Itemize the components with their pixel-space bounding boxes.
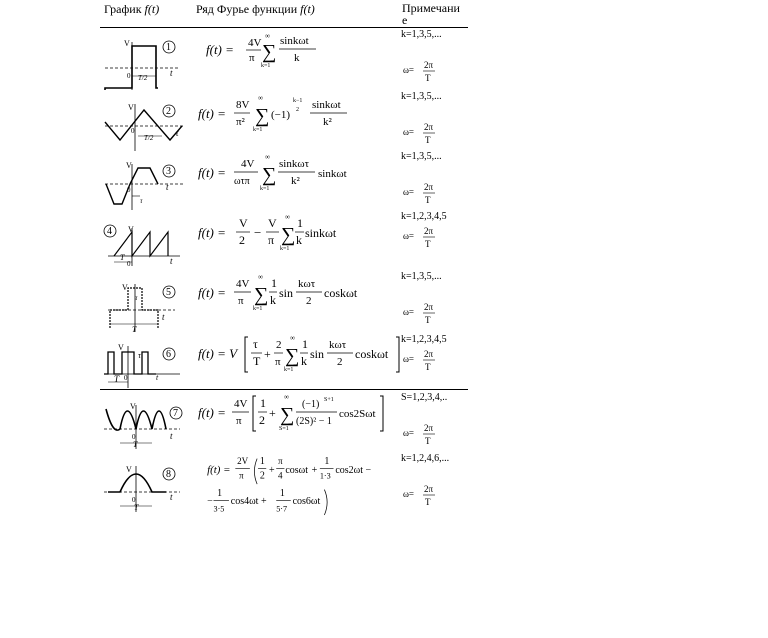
row-number: 5 (166, 287, 171, 298)
svg-text:sinkωt: sinkωt (312, 99, 341, 111)
svg-text:2π: 2π (424, 423, 434, 433)
header-graph: График f(t) (104, 2, 160, 16)
graph-bipolar-pulse (100, 280, 195, 340)
formula-5 (196, 273, 401, 333)
row-number: 1 (166, 42, 171, 53)
svg-text:(−1): (−1) (271, 109, 291, 121)
svg-text:ωτπ: ωτπ (234, 176, 250, 187)
svg-text:T: T (132, 325, 137, 334)
svg-text:k²: k² (291, 175, 300, 187)
svg-text:0: 0 (132, 433, 136, 441)
svg-text:k=1: k=1 (253, 127, 263, 133)
svg-text:T: T (133, 440, 138, 449)
svg-text:cosωt: cosωt (285, 465, 309, 477)
svg-text:2π: 2π (424, 226, 434, 236)
header-notes: Примечани е (402, 1, 460, 27)
svg-text:2V: 2V (237, 456, 249, 467)
svg-text:t: t (170, 492, 173, 502)
svg-text:∞: ∞ (265, 32, 270, 40)
svg-text:1: 1 (297, 216, 303, 230)
graph-half-wave-rectified (100, 458, 195, 518)
svg-text:∑: ∑ (255, 105, 270, 127)
svg-text:ω=: ω= (403, 354, 414, 364)
svg-text:(2S)² − 1: (2S)² − 1 (296, 416, 332, 427)
svg-text:t: t (176, 128, 179, 138)
svg-text:π: π (249, 52, 255, 64)
svg-text:f(t) =: f(t) = (206, 42, 234, 57)
svg-text:+: + (268, 465, 275, 477)
svg-text:V: V (239, 216, 248, 230)
svg-text:f(t) =: f(t) = (198, 106, 226, 121)
svg-text:∑: ∑ (280, 404, 295, 426)
svg-text:∑: ∑ (281, 224, 296, 246)
svg-text:2: 2 (296, 107, 299, 113)
svg-text:ω=: ω= (403, 489, 414, 499)
svg-text:∑: ∑ (285, 345, 300, 367)
svg-text:π: π (278, 456, 283, 467)
svg-text:cos4ωt +: cos4ωt + (230, 496, 267, 508)
svg-text:+: + (269, 406, 276, 420)
label-t: t (170, 68, 173, 78)
svg-text:V: V (126, 161, 132, 170)
note-row-8: k=1,2,4,6,... ω= 2π T (401, 453, 450, 507)
svg-text:−: − (254, 225, 262, 240)
svg-text:∞: ∞ (265, 153, 270, 161)
svg-text:T: T (425, 135, 431, 145)
svg-text:π: π (238, 470, 244, 481)
svg-text:8V: 8V (236, 99, 250, 111)
svg-text:sinkωτ: sinkωτ (279, 158, 309, 170)
svg-text:4V: 4V (248, 37, 262, 49)
svg-text:V: V (128, 103, 134, 112)
svg-text:k−1: k−1 (293, 98, 303, 104)
row-number: 6 (166, 349, 171, 360)
svg-text:T: T (425, 436, 431, 446)
svg-text:π: π (275, 356, 281, 368)
svg-text:k: k (296, 233, 302, 247)
svg-text:∞: ∞ (284, 393, 289, 401)
svg-text:∑: ∑ (262, 164, 277, 186)
svg-text:t: t (166, 182, 169, 192)
svg-text:0: 0 (132, 496, 136, 504)
svg-text:π²: π² (236, 116, 245, 128)
svg-text:+: + (264, 347, 271, 361)
svg-text:1: 1 (279, 487, 285, 499)
svg-text:π: π (238, 295, 244, 307)
svg-text:∞: ∞ (258, 273, 263, 281)
svg-text:t: t (170, 431, 173, 441)
svg-text:2π: 2π (424, 484, 434, 494)
svg-text:cos2ωt −: cos2ωt − (335, 465, 372, 477)
svg-text:ω=: ω= (403, 307, 414, 317)
svg-text:T: T (120, 253, 125, 262)
svg-text:1: 1 (271, 276, 277, 290)
svg-text:1: 1 (260, 396, 266, 410)
svg-text:S=1: S=1 (279, 426, 289, 432)
svg-text:0: 0 (127, 186, 131, 194)
svg-text:0: 0 (131, 127, 135, 135)
svg-text:T: T (425, 195, 431, 205)
svg-text:0: 0 (127, 260, 131, 268)
svg-text:4V: 4V (234, 398, 248, 410)
svg-text:sin: sin (310, 347, 325, 361)
svg-text:k=1: k=1 (284, 367, 294, 373)
svg-text:∞: ∞ (258, 94, 263, 102)
svg-text:4V: 4V (236, 278, 250, 290)
note-row-6: k=1,2,3,4,5 ω= 2π T (401, 334, 447, 372)
svg-text:T: T (425, 497, 431, 507)
svg-text:T: T (114, 374, 120, 384)
svg-text:∑: ∑ (254, 284, 269, 306)
svg-text:k: k (270, 293, 276, 307)
svg-text:τ: τ (135, 294, 138, 302)
svg-text:sin: sin (279, 286, 294, 300)
svg-text:t: t (156, 373, 159, 382)
svg-text:V: V (130, 402, 136, 411)
row-number: 2 (166, 106, 171, 117)
formula-1 (196, 30, 401, 90)
svg-text:T: T (425, 73, 431, 83)
graph-trapezoid-wave (100, 158, 195, 218)
formula-6 (196, 334, 401, 394)
svg-text:k=1: k=1 (253, 306, 263, 312)
svg-text:V: V (126, 465, 132, 474)
svg-text:kωτ: kωτ (298, 278, 316, 290)
graph-pulse-train (100, 340, 195, 400)
svg-text:t: t (162, 312, 165, 322)
svg-text:coskωt: coskωt (324, 286, 358, 300)
svg-text:4V: 4V (241, 158, 255, 170)
row-number: 7 (173, 408, 178, 419)
svg-text:ω=: ω= (403, 65, 414, 75)
svg-text:2: 2 (259, 470, 265, 482)
svg-text:T: T (425, 239, 431, 249)
svg-text:−: − (207, 496, 213, 508)
svg-text:T: T (425, 362, 431, 372)
label-v: V (124, 39, 130, 48)
svg-text:V: V (128, 225, 134, 234)
svg-text:T: T (253, 354, 261, 368)
svg-text:k: k (294, 52, 300, 64)
svg-text:f(t) =: f(t) = (198, 225, 226, 240)
svg-text:S+1: S+1 (324, 397, 334, 403)
svg-text:sinkωt: sinkωt (280, 35, 309, 47)
svg-text:k: k (301, 354, 307, 368)
note-row-7: S=1,2,3,4,.. ω= 2π T (401, 392, 448, 446)
formula-4 (196, 213, 401, 273)
svg-text:T/2: T/2 (144, 134, 154, 142)
svg-text:V: V (122, 283, 128, 292)
header-fourier: Ряд Фурье функции f(t) (196, 2, 315, 16)
svg-text:5·7: 5·7 (276, 504, 288, 514)
svg-text:∞: ∞ (285, 213, 290, 221)
svg-text:coskωt: coskωt (355, 347, 389, 361)
svg-text:1: 1 (259, 456, 265, 468)
note-row-1: k=1,3,5,... ω= 2π T (401, 29, 442, 83)
svg-text:2π: 2π (424, 302, 434, 312)
formula-8 (196, 455, 401, 521)
svg-text:2π: 2π (424, 182, 434, 192)
row-number: 4 (107, 226, 112, 237)
svg-text:sinkωt: sinkωt (318, 168, 347, 180)
svg-text:f(t) =: f(t) = (198, 165, 226, 180)
svg-text:τ: τ (138, 351, 141, 360)
svg-text:cos2Sωt: cos2Sωt (339, 408, 376, 420)
svg-text:1: 1 (302, 337, 308, 351)
svg-text:2: 2 (239, 233, 245, 247)
svg-text:2: 2 (337, 356, 343, 368)
svg-text:f(t) = V: f(t) = V (198, 346, 238, 361)
svg-text:2π: 2π (424, 349, 434, 359)
formula-3 (196, 153, 401, 213)
row-number: 3 (166, 166, 171, 177)
svg-text:1·3: 1·3 (319, 471, 331, 481)
label-zero: 0 (127, 72, 131, 80)
svg-text:τ: τ (253, 337, 258, 351)
svg-text:2: 2 (276, 339, 282, 351)
graph-sawtooth-wave (100, 218, 195, 278)
svg-text:∑: ∑ (262, 41, 277, 63)
svg-text:2: 2 (306, 295, 312, 307)
svg-text:1: 1 (217, 487, 223, 499)
svg-text:k²: k² (323, 116, 332, 128)
svg-text:V: V (268, 216, 277, 230)
svg-text:2π: 2π (424, 122, 434, 132)
svg-text:(−1): (−1) (302, 399, 320, 410)
svg-text:ω=: ω= (403, 428, 414, 438)
svg-text:k=1: k=1 (280, 246, 290, 252)
svg-text:ω=: ω= (403, 127, 414, 137)
svg-text:π: π (268, 233, 275, 247)
formula-2 (196, 94, 401, 154)
svg-text:3·5: 3·5 (213, 504, 225, 514)
graph-triangle-wave (100, 96, 195, 156)
svg-text:T: T (425, 315, 431, 325)
svg-text:2π: 2π (424, 60, 434, 70)
svg-text:k=1: k=1 (261, 63, 271, 69)
svg-text:k=1: k=1 (260, 186, 270, 192)
svg-text:t: t (170, 256, 173, 266)
svg-text:π: π (236, 415, 242, 427)
svg-text:V: V (118, 343, 124, 352)
svg-text:∞: ∞ (290, 334, 295, 342)
svg-text:1: 1 (324, 456, 330, 468)
svg-text:T: T (134, 503, 139, 512)
note-row-2: k=1,3,5,... ω= 2π T (401, 91, 442, 145)
svg-text:ω=: ω= (403, 231, 414, 241)
note-row-4: k=1,2,3,4,5 ω= 2π T (401, 211, 447, 249)
svg-text:ω=: ω= (403, 187, 414, 197)
svg-text:4: 4 (278, 470, 283, 481)
graph-square-wave (100, 32, 195, 92)
note-row-3: k=1,3,5,... ω= 2π T (401, 151, 442, 205)
note-row-5: k=1,3,5,... ω= 2π T (401, 271, 442, 325)
svg-text:τ: τ (140, 197, 143, 205)
svg-text:cos6ωt: cos6ωt (292, 496, 321, 508)
svg-text:0: 0 (124, 374, 128, 382)
svg-text:+: + (311, 465, 318, 477)
label-half-period: T/2 (138, 74, 148, 82)
svg-text:kωτ: kωτ (329, 339, 347, 351)
svg-text:f(t) =: f(t) = (198, 405, 226, 420)
svg-text:sinkωt: sinkωt (305, 226, 337, 240)
svg-text:f(t) =: f(t) = (198, 285, 226, 300)
header-divider (100, 27, 468, 28)
svg-text:2: 2 (259, 413, 265, 427)
formula-7 (196, 393, 401, 453)
row-number: 8 (166, 469, 171, 480)
graph-full-wave-rectified (100, 397, 195, 457)
svg-text:f(t) =: f(t) = (207, 464, 231, 477)
